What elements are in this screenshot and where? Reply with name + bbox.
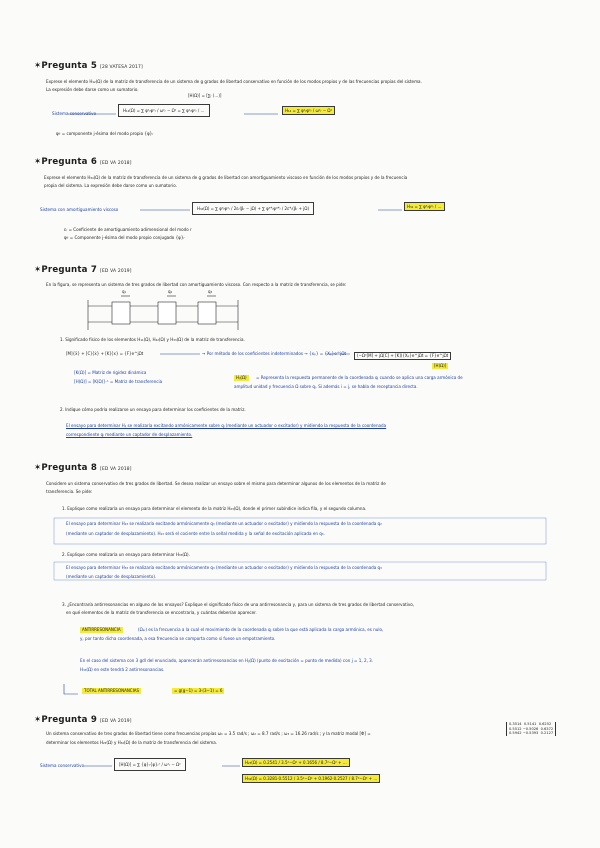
q9-system-label: Sistema conservativo <box>40 763 85 768</box>
q6-statement-1: Exprese el elemento H₃₄(Ω) de la matriz de transferencia de un sistema de g grados de libertad con amortiguamiento viscoso en función de los modos propios y de la frecuencia <box>44 175 408 180</box>
q7-hij-text-1: = Representa la respuesta permanente de la coordenada qᵢ cuando se aplica una carga armónica de <box>256 375 463 380</box>
q6-note-1: εᵣ = Coeficiente de amortiguamiento adimensional del modo r <box>64 227 192 232</box>
q8-answer-1b: (mediante un captador de desplazamiento). H₂₃ será el cociente entre la señal medida y la señal de excitación aplicada en q₃. <box>66 531 325 536</box>
q7-label-q1: q₁ <box>122 289 127 294</box>
q8-antiresonance-def-1: (Ωₐᵣ) es la frecuencia a la cual el movimiento de la coordenada qⱼ sobre la que está aplicada la carga armónica, es nulo, <box>138 627 384 632</box>
q9-formula-box: [H(Ω)] = ∑ {φ}ᵣ{φ}ᵣᵀ / ω²ᵣ − Ω² <box>114 758 186 771</box>
q7-hij-label: Hᵢⱼ(Ω) <box>236 375 247 380</box>
q7-answer-2a: El ensayo para determinar Hᵢⱼ se realizaría excitando armónicamente sobre qⱼ (mediante un actuador o excitador) y midiendo la respuesta de la coordenada <box>66 423 387 428</box>
q6-note-2: φʲᵣ = Componente j-ésima del modo propio conjugado {φ}ᵣ <box>64 235 185 240</box>
q5-system-label: Sistema conservativo <box>52 111 97 116</box>
q9-answer-h32: H₃₂(Ω) = 0.3281·0.5512 / 3.5²−Ω² + 0.1962·0.2527 / 8.7²−Ω² + … <box>242 774 380 783</box>
q7-part-1: 1. Significado físico de los elementos H₁₁(Ω), H₂₂(Ω) y H₃₃(Ω) de la matriz de transferencia. <box>60 337 245 342</box>
q5-statement-2: La expresión debe darse como un sumatorio. <box>46 87 139 92</box>
q7-hij-text-2: amplitud unidad y frecuencia Ω sobre qⱼ. Si además i = j, se habla de receptancia directa. <box>234 384 418 389</box>
q8-antiresonance-case-2: H₃₃(Ω) en este tendrá 2 antirresonancias. <box>80 667 165 672</box>
q9-answer-h23: H₂₃(Ω) = 0.2541 / 3.5²−Ω² + 0.1656 / 8.7²−Ω² + … <box>242 758 350 767</box>
q8-antiresonance-def-2: y, por tanto dicha coordenada, a esa frecuencia se comporta como si fuese un empotramiento. <box>80 636 276 641</box>
q8-part-1: 1. Explique como realizaría un ensayo para determinar el elemento de la matriz H₂₃(Ω), donde el primer subíndice indica fila, y el segundo columna. <box>62 506 367 511</box>
q8-total-label: TOTAL ANTIRRESONANCIAS <box>84 688 140 693</box>
q9-modal-matrix: 0.3514 0.5141 0.6252 0.5512 −0.5026 0.6372 0.5942 −0.5393 0.2127 <box>506 722 556 736</box>
q7-heading: ✶Pregunta 7 [ED VA 2019] <box>34 265 132 275</box>
q8-part-3b: en qué elementos de la matriz de transferencia se encontraría, y cuántas deberían aparecer. <box>66 610 257 615</box>
q7-label-q2: q₂ <box>168 289 173 294</box>
q9-statement-1: Un sistema conservativo de tres grados de libertad tiene como frecuencias propias ω₁ = 3.5 rad/s ; ω₂ = 8.7 rad/s ; ω₃ = 16.26 rad/s ; y la matriz modal [Φ] = <box>46 731 371 736</box>
q5-note: φʲᵣ = componente j-ésima del modo propio {φ}ᵣ <box>56 131 154 136</box>
q9-heading: ✶Pregunta 9 [ED VA 2019] <box>34 715 132 725</box>
q7-method: → Por método de los coeficientes indeterminados → {xₚ} = {Xₚ}e^jΩt <box>202 351 347 356</box>
q7-part-2: 2. Indique cómo podría realizarse un ensayo para determinar los coeficientes de la matriz. <box>60 407 246 412</box>
q8-part-2: 2. Explique como realizaría un ensayo para determinar H₃₃(Ω). <box>62 552 190 557</box>
q8-answer-1a: El ensayo para determinar H₂₃ se realizaría excitando armónicamente q₃ (mediante un actuador o excitador) y midiendo la respuesta de la coordenada q₂ <box>66 521 382 526</box>
q8-part-3a: 3. ¿Encontraría antirresonancias en alguno de los ensayos? Explique el significado físico de una antirresonancia y, para un sistema de tres grados de libertad conservativo, <box>62 602 415 607</box>
q7-statement: En la figura, se representa un sistema de tres grados de libertad con amortiguamiento viscoso. Con respecto a la matriz de transferencia, se pide: <box>46 282 347 287</box>
q8-answer-2b: (mediante un captador de desplazamiento). <box>66 574 157 579</box>
q5-heading: ✶Pregunta 5 [28 VATESA 2017] <box>34 61 143 71</box>
q5-top-equation: [H(Ω)] = [∑ᵣ (…)] <box>188 93 222 98</box>
q8-statement-1: Considere un sistema conservativo de tres grados de libertad. Se desea realizar un ensayo sobre el mismo para determinar algunos de los elementos de la matriz de <box>46 481 386 486</box>
q8-antiresonance-case-1: En el caso del sistema con 3 gdl del enunciado, aparecerán antirresonancias en Hⱼⱼ(Ω) (punto de excitación = punto de medida) con j = 1, 2, 3. <box>80 658 374 663</box>
q8-answer-2a: El ensayo para determinar H₃₃ se realizaría excitando armónicamente q₃ (mediante un actuador o excitador) y midiendo la respuesta de la coordenada q₃ <box>66 565 382 570</box>
q7-equation-result: (−Ω²[M] + jΩ[C] + [K]){Xₚ}e^jΩt = {F}e^jΩt <box>354 352 451 360</box>
q7-definition-1: [K(Ω)] = Matriz de rigidez dinámica <box>74 370 147 375</box>
q5-statement-1: Exprese el elemento H₁₂(Ω) de la matriz de transferencia de un sistema de g grados de libertad conservativo en función de los modos propios y de las frecuencias propias del sistema. <box>46 79 422 84</box>
q8-heading: ✶Pregunta 8 [ED VA 2018] <box>34 463 132 473</box>
q6-statement-2: propia del sistema. La expresión debe darse como un sumatorio. <box>44 183 177 188</box>
q8-total-arrow <box>64 684 78 694</box>
q8-antiresonance-label: ANTIRRESONANCIA <box>82 627 121 632</box>
q6-formula-box: H₃₄(Ω) = ∑ φ³ᵣφ⁴ᵣ / 2εᵣ(βᵣ − jΩ) + ∑ φ³*ᵣφ⁴*ᵣ / 2ε*ᵣ(βᵣ + jΩ) <box>192 202 314 215</box>
q7-definition-2: [H(Ω)] = [K(Ω)]⁻¹ = Matriz de transferencia <box>74 379 163 384</box>
q6-answer: H₃₄ = ∑ φ³ᵣφ⁴ᵣ / … <box>404 202 445 211</box>
q7-answer-2b: correspondiente qᵢ mediante un captador de desplazamiento. <box>66 432 193 437</box>
q6-heading: ✶Pregunta 6 [ED VA 2018] <box>34 157 132 167</box>
q8-statement-2: transferencia. Se pide: <box>46 489 93 494</box>
q7-equation-motion: [M]{ẍ} + [C]{ẋ} + [K]{x} = {F}e^jΩt <box>66 351 144 356</box>
q9-statement-2: determinar los elementos H₂₃(Ω) y H₃₂(Ω) de la matriz de transferencia del sistema. <box>46 740 218 745</box>
q5-answer: H₁₂ = ∑ φ¹ᵣφ²ᵣ / ω²ᵣ − Ω² <box>282 106 335 115</box>
q6-system-label: Sistema con amortiguamiento viscoso <box>40 207 119 212</box>
q8-total-value: = g(g−1) = 3·(3−1) = 6 <box>174 688 223 693</box>
q7-label-q3: q₃ <box>208 289 213 294</box>
q7-h-label: [H(Ω)] <box>434 363 447 368</box>
q5-formula-box: H₁₂(Ω) = ∑ φ¹ᵣφ²ᵣ / ω²ᵣ − Ω² = ∑ φ¹ᵣφ²ᵣ / … <box>118 104 210 117</box>
three-dof-diagram <box>88 296 238 330</box>
